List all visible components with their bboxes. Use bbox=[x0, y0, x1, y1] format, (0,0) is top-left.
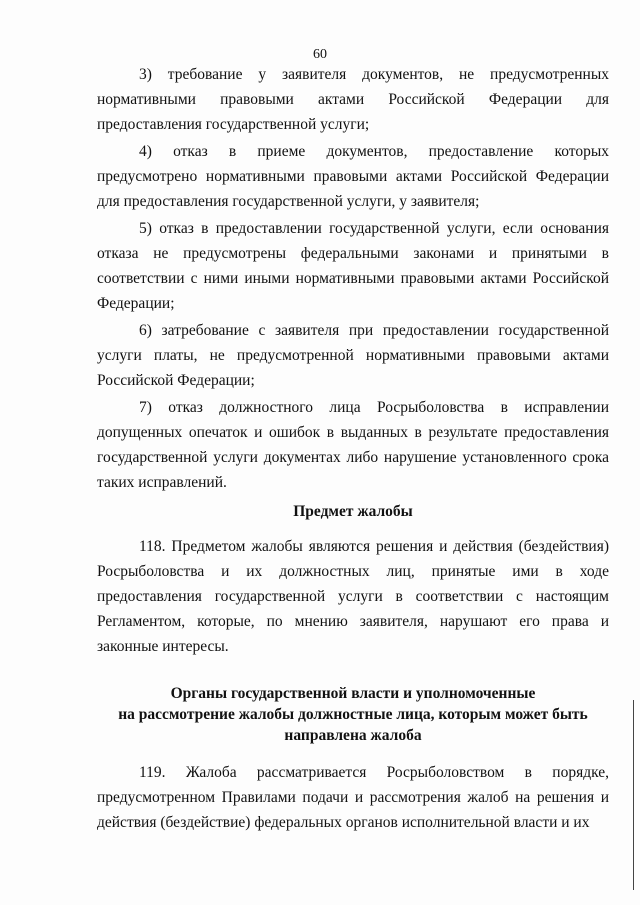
paragraph-item-3: 3) требование у заявителя документов, не предусмотренных нормативными правовыми актами Российской Федерации для предоставления государственной услуги; bbox=[97, 66, 609, 133]
paragraph-item-5: 5) отказ в предоставлении государственной услуги, если основания отказа не предусмотрены федеральными законами и принятыми в соответствии с ними иными нормативными правовыми актами Российской Федерации; bbox=[97, 220, 609, 312]
page-content bbox=[97, 62, 609, 837]
paragraph-item-7: 7) отказ должностного лица Росрыболовства в исправлении допущенных опечаток и ошибок в выданных в результате предоставления государственной услуги документах либо нарушение установленного срока таких исправлений. bbox=[97, 399, 609, 491]
paragraph-item-6: 6) затребование с заявителя при предоставлении государственной услуги платы, не предусмотренной нормативными правовыми актами Российской Федерации; bbox=[97, 322, 609, 389]
paragraph-119: 119. Жалоба рассматривается Росрыболовством в порядке, предусмотренном Правилами подачи и рассмотрения жалоб на решения и действия (бездействие) федеральных органов исполнительной власти и их bbox=[97, 764, 609, 831]
page-number: 60 bbox=[313, 47, 327, 62]
scan-edge-line bbox=[633, 700, 634, 890]
heading-line-3: направлена жалоба bbox=[284, 727, 422, 744]
section-heading-bodies bbox=[97, 683, 609, 746]
section-heading-subject: Предмет жалобы bbox=[293, 503, 413, 520]
paragraph-item-4: 4) отказ в приеме документов, предоставление которых предусмотрено нормативными правовыми актами Российской Федерации для предоставления государственной услуги, у заявителя; bbox=[97, 143, 609, 210]
heading-line-1: Органы государственной власти и уполномоченные bbox=[170, 685, 536, 702]
paragraph-118: 118. Предметом жалобы являются решения и действия (бездействия) Росрыболовства и их должностных лиц, принятые ими в ходе предоставления государственной услуги в соответствии с настоящим Регламентом, которые, по мнению заявителя, нарушают его права и законные интересы. bbox=[97, 538, 609, 655]
heading-line-2: на рассмотрение жалобы должностные лица, которым может быть bbox=[118, 706, 588, 723]
